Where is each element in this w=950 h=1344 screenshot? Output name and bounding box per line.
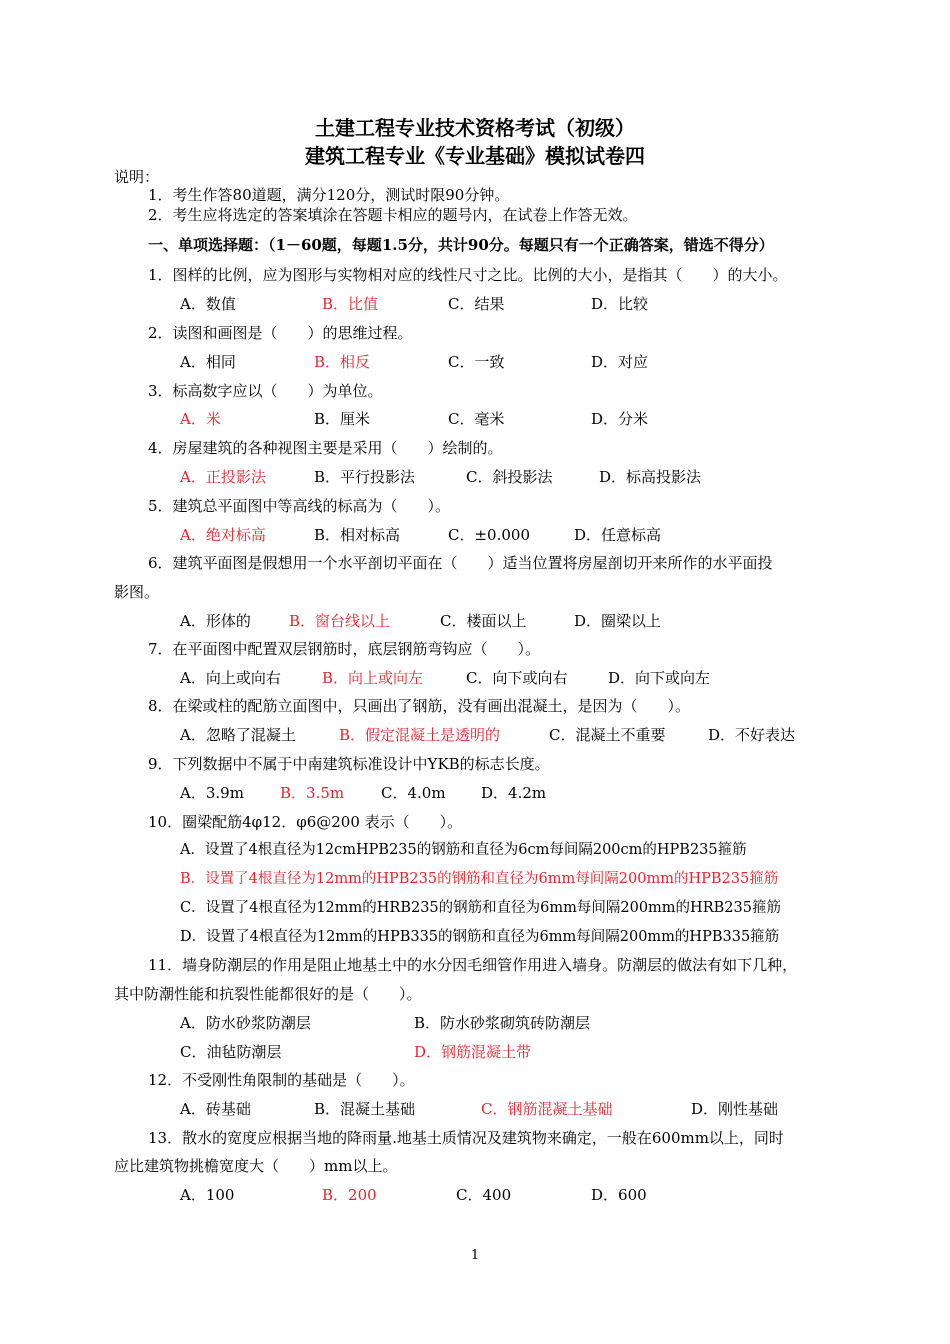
option-b: B．混凝土基础 xyxy=(314,1100,416,1118)
option-a-correct: A．绝对标高 xyxy=(180,526,266,544)
section-heading: 一、单项选择题：（1－60题，每题1.5分，共计90分。每题只有一个正确答案，错选不得分） xyxy=(148,236,774,254)
option-b-correct: B．3.5m xyxy=(280,784,345,802)
page-number: 1 xyxy=(470,1248,480,1263)
option-d: D．不好表达 xyxy=(708,726,796,744)
option-d: D．分米 xyxy=(591,410,649,428)
option-a-correct: A．米 xyxy=(180,410,221,428)
option-a: A．防水砂浆防潮层 xyxy=(180,1014,311,1032)
option-b: B．相对标高 xyxy=(314,526,401,544)
instruction-item: 2．考生应将选定的答案填涂在答题卡相应的题号内，在试卷上作答无效。 xyxy=(148,206,638,224)
option-a: A．数值 xyxy=(180,295,236,313)
option-a: A．砖基础 xyxy=(180,1100,251,1118)
option-d: D．任意标高 xyxy=(574,526,662,544)
option-d: D．设置了4根直径为12mm的HPB335的钢筋和直径为6mm每间隔200mm的HPB335箍筋 xyxy=(180,929,780,945)
option-a: A．3.9m xyxy=(180,784,244,802)
option-b-correct: B．200 xyxy=(322,1186,377,1204)
option-b: B．厘米 xyxy=(314,410,371,428)
option-b-correct: B．设置了4根直径为12mm的HPB235的钢筋和直径为6mm每间隔200mm的HPB235箍筋 xyxy=(180,871,779,887)
question-stem: 4．房屋建筑的各种视图主要是采用（ ）绘制的。 xyxy=(148,439,503,457)
question-stem: 7．在平面图中配置双层钢筋时，底层钢筋弯钩应（ ）。 xyxy=(148,640,541,658)
option-c: C．结果 xyxy=(448,295,505,313)
question-stem: 3．标高数字应以（ ）为单位。 xyxy=(148,382,383,400)
option-d: D．刚性基础 xyxy=(691,1100,779,1118)
option-c: C．斜投影法 xyxy=(466,468,553,486)
exam-title: 土建工程专业技术资格考试（初级） xyxy=(315,116,635,140)
option-a: A．形体的 xyxy=(180,612,251,630)
question-stem: 10．圈梁配筋4φ12．φ6@200 表示（ ）。 xyxy=(148,813,463,831)
option-a: A．向上或向右 xyxy=(180,669,281,687)
question-stem: 1．图样的比例，应为图形与实物相对应的线性尺寸之比。比例的大小，是指其（ ）的大小。 xyxy=(148,266,788,284)
option-c: C．400 xyxy=(456,1186,512,1204)
option-d: D．600 xyxy=(591,1186,647,1204)
instructions-label: 说明： xyxy=(114,168,160,186)
option-a: A．相同 xyxy=(180,353,236,371)
option-c: C．设置了4根直径为12mm的HRB235的钢筋和直径为6mm每间隔200mm的HRB235箍筋 xyxy=(180,900,781,916)
option-c: C．4.0m xyxy=(381,784,446,802)
option-d: D．比较 xyxy=(591,295,649,313)
option-c: C．一致 xyxy=(448,353,505,371)
option-d: D．标高投影法 xyxy=(599,468,702,486)
option-d: D．向下或向左 xyxy=(608,669,711,687)
instruction-item: 1．考生作答80道题，满分120分，测试时限90分钟。 xyxy=(148,186,510,204)
option-c: C．±0.000 xyxy=(448,526,530,544)
option-b-correct: B．向上或向左 xyxy=(322,669,424,687)
option-c: C．楼面以上 xyxy=(440,612,527,630)
option-b-correct: B．比值 xyxy=(322,295,379,313)
option-d: D．4.2m xyxy=(481,784,547,802)
option-a-correct: A．正投影法 xyxy=(180,468,266,486)
option-b: B．防水砂浆砌筑砖防潮层 xyxy=(414,1014,591,1032)
question-stem: 11．墙身防潮层的作用是阻止地基土中的水分因毛细管作用进入墙身。防潮层的做法有如下几种， xyxy=(148,956,798,974)
option-a: A．100 xyxy=(180,1186,235,1204)
question-stem-continued: 应比建筑物挑檐宽度大（ ）mm以上。 xyxy=(114,1157,398,1175)
exam-subtitle: 建筑工程专业《专业基础》模拟试卷四 xyxy=(305,144,645,168)
option-b: B．平行投影法 xyxy=(314,468,416,486)
question-stem: 2．读图和画图是（ ）的思维过程。 xyxy=(148,324,413,342)
question-stem: 8．在梁或柱的配筋立面图中，只画出了钢筋，没有画出混凝土，是因为（ ）。 xyxy=(148,697,691,715)
option-d: D．圈梁以上 xyxy=(574,612,662,630)
option-c: C．混凝土不重要 xyxy=(549,726,666,744)
question-stem: 12．不受刚性角限制的基础是（ ）。 xyxy=(148,1071,415,1089)
option-b-correct: B．窗台线以上 xyxy=(289,612,391,630)
option-d: D．对应 xyxy=(591,353,649,371)
question-stem: 13．散水的宽度应根据当地的降雨量.地基土质情况及建筑物来确定，一般在600mm以上，同时 xyxy=(148,1129,784,1147)
question-stem-continued: 其中防潮性能和抗裂性能都很好的是（ ）。 xyxy=(114,985,422,1003)
question-stem: 5．建筑总平面图中等高线的标高为（ ）。 xyxy=(148,497,451,515)
option-a: A．设置了4根直径为12cmHPB235的钢筋和直径为6cm每间隔200cm的HPB235箍筋 xyxy=(180,842,747,858)
option-c: C．油毡防潮层 xyxy=(180,1043,282,1061)
option-b-correct: B．相反 xyxy=(314,353,371,371)
question-stem: 9．下列数据中不属于中南建筑标准设计中YKB的标志长度。 xyxy=(148,755,550,773)
option-b-correct: B．假定混凝土是透明的 xyxy=(339,726,501,744)
option-c: C．毫米 xyxy=(448,410,505,428)
option-c: C．向下或向右 xyxy=(466,669,568,687)
option-a: A．忽略了混凝土 xyxy=(180,726,296,744)
option-d-correct: D．钢筋混凝土带 xyxy=(414,1043,532,1061)
question-stem: 6．建筑平面图是假想用一个水平剖切平面在（ ）适当位置将房屋剖切开来所作的水平面投 xyxy=(148,554,773,572)
question-stem-continued: 影图。 xyxy=(114,583,160,601)
option-c-correct: C．钢筋混凝土基础 xyxy=(481,1100,613,1118)
